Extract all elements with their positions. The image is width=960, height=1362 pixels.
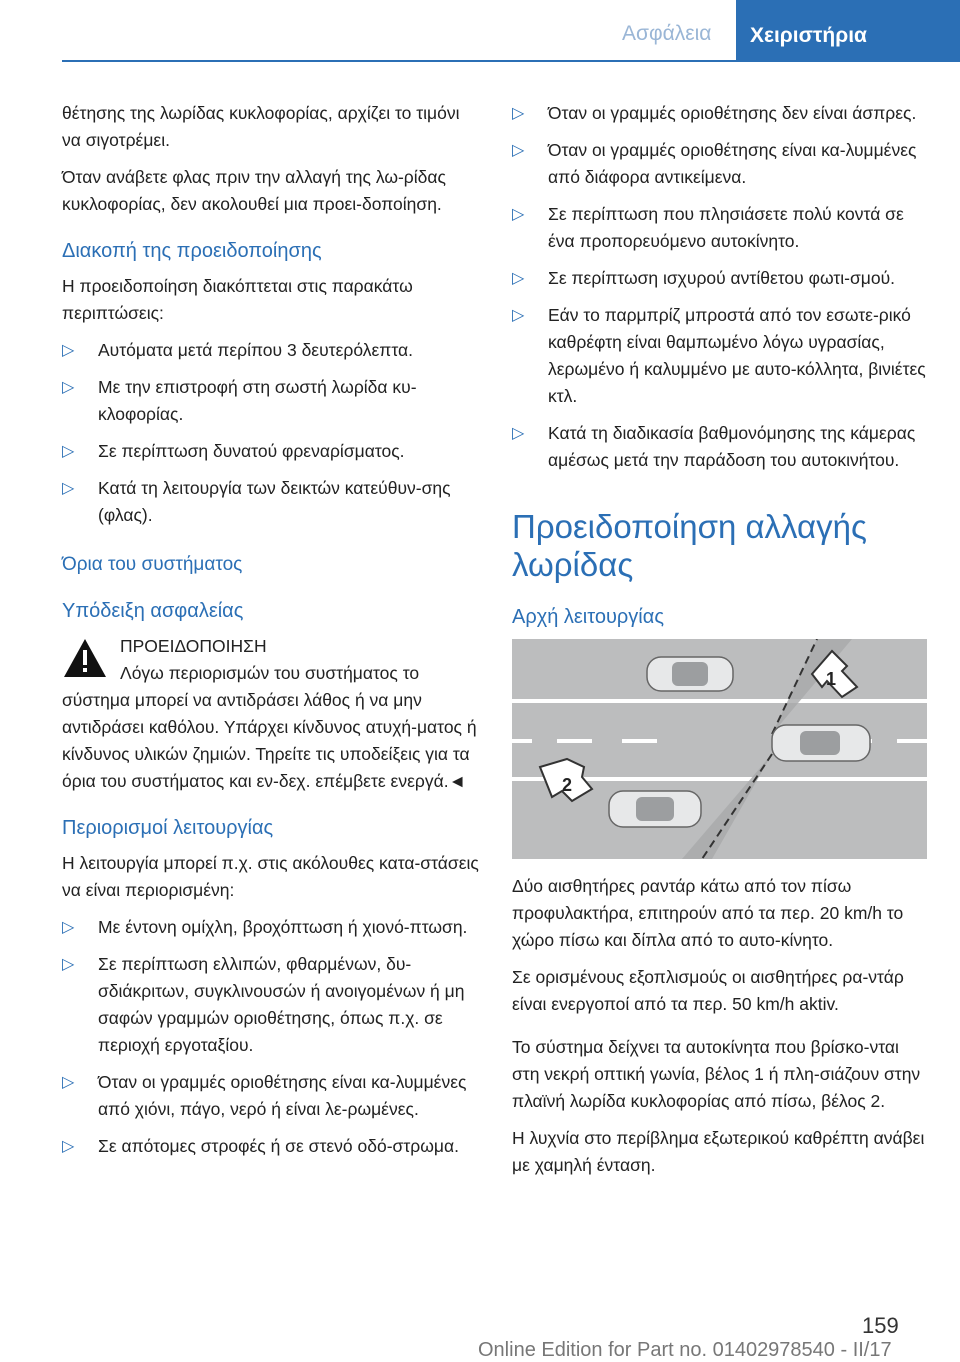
heading-safety-note: Υπόδειξη ασφαλείας: [62, 600, 244, 622]
heading-warning-interrupt: Διακοπή της προειδοποίησης: [62, 240, 322, 262]
car-icon: [609, 791, 701, 827]
list-item: ▷ Όταν οι γραμμές οριοθέτησης είναι κα-λυμμένες από χιόνι, πάγο, νερό ή είναι λε-ρωμένες.: [62, 1069, 482, 1123]
triangle-bullet-icon: ▷: [62, 1074, 75, 1091]
triangle-bullet-icon: ▷: [62, 956, 75, 973]
triangle-bullet-icon: ▷: [62, 443, 75, 460]
edition-note: Online Edition for Part no. 01402978540 - II/17: [478, 1339, 892, 1361]
warning-triangle-icon: [62, 637, 108, 679]
interrupt-list: [62, 337, 482, 529]
triangle-bullet-icon: ▷: [62, 379, 75, 396]
heading-function-limits: Περιορισμοί λειτουργίας: [62, 817, 274, 839]
triangle-bullet-icon: ▷: [512, 425, 525, 442]
arrow-1-label: 1: [826, 669, 837, 689]
header-rule: [62, 60, 960, 62]
triangle-bullet-icon: ▷: [512, 270, 525, 287]
list-item: ▷ Σε απότομες στροφές ή σε στενό οδό-στρωμα.: [62, 1133, 482, 1160]
paragraph: Το σύστημα δείχνει τα αυτοκίνητα που βρίσκο-νται στη νεκρή οπτική γωνία, βέλος 1 ή πλη-σιάζουν στην πλαϊνή λωρίδα κυκλοφορίας από πίσω, βέλος 2.: [512, 1037, 921, 1111]
paragraph: Όταν ανάβετε φλας πριν την αλλαγή της λω-ρίδας κυκλοφορίας, δεν ακολουθεί μια προει-δοποίηση.: [62, 167, 446, 214]
triangle-bullet-icon: ▷: [512, 142, 525, 159]
right-column: [512, 100, 930, 1189]
list-item: ▷ Όταν οι γραμμές οριοθέτησης δεν είναι άσπρες.: [512, 100, 930, 127]
paragraph: Δύο αισθητήρες ραντάρ κάτω από τον πίσω προφυλακτήρα, επιτηρούν από τα περ. 20 km/h το χώρο πίσω και δίπλα από το αυτο-κίνητο.: [512, 876, 904, 950]
page-number: 159: [862, 1313, 899, 1338]
list-item: ▷ Σε περίπτωση που πλησιάσετε πολύ κοντά σε ένα προπορευόμενο αυτοκίνητο.: [512, 201, 930, 255]
heading-system-limits: Όρια του συστήματος: [62, 554, 243, 575]
heading-principle: Αρχή λειτουργίας: [512, 606, 664, 628]
lane-change-illustration: [512, 639, 927, 859]
list-item: ▷ Κατά τη διαδικασία βαθμονόμησης της κάμερας αμέσως μετά την παράδοση του αυτοκινήτου.: [512, 420, 930, 474]
triangle-bullet-icon: ▷: [62, 480, 75, 497]
list-item: ▷ Σε περίπτωση ισχυρού αντίθετου φωτι-σμού.: [512, 265, 930, 292]
triangle-bullet-icon: ▷: [62, 919, 75, 936]
limits-list-continued: [512, 100, 930, 474]
limits-list: [62, 914, 482, 1160]
arrow-2-label: 2: [562, 775, 573, 795]
paragraph: Η λειτουργία μπορεί π.χ. στις ακόλουθες κατα-στάσεις να είναι περιορισμένη:: [62, 853, 479, 900]
road-diagram: [512, 639, 927, 859]
list-item: ▷ Αυτόματα μετά περίπου 3 δευτερόλεπτα.: [62, 337, 482, 364]
triangle-bullet-icon: ▷: [512, 105, 525, 122]
list-item: ▷ Κατά τη λειτουργία των δεικτών κατεύθυν-σης (φλας).: [62, 475, 482, 529]
paragraph: Σε ορισμένους εξοπλισμούς οι αισθητήρες ρα-ντάρ είναι ενεργοποί από τα περ. 50 km/h aktiv.: [512, 967, 904, 1014]
list-item: ▷ Εάν το παρμπρίζ μπροστά από τον εσωτε-ρικό καθρέφτη είναι θαμπωμένο λόγω υγρασίας, λερωμένο ή καλυμμένο με αυτο-κόλλητα, βινιέτες κτλ.: [512, 302, 930, 410]
triangle-bullet-icon: ▷: [62, 342, 75, 359]
left-column: [62, 100, 482, 1170]
triangle-bullet-icon: ▷: [512, 206, 525, 223]
heading-lane-change-warning: Προειδοποίηση αλλαγής λωρίδας: [512, 508, 867, 583]
car-icon: [647, 657, 733, 691]
list-item: ▷ Με έντονη ομίχλη, βροχόπτωση ή χιονό-πτωση.: [62, 914, 482, 941]
list-item: ▷ Σε περίπτωση δυνατού φρεναρίσματος.: [62, 438, 482, 465]
list-item: ▷ Όταν οι γραμμές οριοθέτησης είναι κα-λυμμένες από διάφορα αντικείμενα.: [512, 137, 930, 191]
warning-title: ΠΡΟΕΙΔΟΠΟΙΗΣΗ: [120, 636, 267, 656]
list-item: ▷ Σε περίπτωση ελλιπών, φθαρμένων, δυ-σδιάκριτων, συγκλινουσών ή ανοιγομένων ή μη σαφών γραμμών οριοθέτησης, όπως π.χ. σε περιοχή εργοταξίου.: [62, 951, 482, 1059]
list-item: ▷ Με την επιστροφή στη σωστή λωρίδα κυ-κλοφορίας.: [62, 374, 482, 428]
triangle-bullet-icon: ▷: [62, 1138, 75, 1155]
paragraph: Η λυχνία στο περίβλημα εξωτερικού καθρέπτη ανάβει με χαμηλή ένταση.: [512, 1128, 925, 1175]
triangle-bullet-icon: ▷: [512, 307, 525, 324]
warning-text: Λόγω περιορισμών του συστήματος το σύστημα μπορεί να αντιδράσει λάθος ή να μην αντιδράσει καθόλου. Υπάρχει κίνδυνος ατυχή-ματος ή κίνδυνος υλικών ζημιών. Τηρείτε τις υποδείξεις για τα όρια του συστήματος και εν-δεχ. επέμβετε ενεργά.◄: [62, 663, 477, 791]
paragraph: θέτησης της λωρίδας κυκλοφορίας, αρχίζει το τιμόνι να σιγοτρέμει.: [62, 103, 460, 150]
car-icon: [772, 725, 870, 761]
tab-controls[interactable]: Χειριστήρια: [736, 0, 960, 62]
page-header: [0, 0, 960, 62]
warning-box: [62, 633, 482, 795]
paragraph: Η προειδοποίηση διακόπτεται στις παρακάτω περιπτώσεις:: [62, 276, 413, 323]
tab-safety[interactable]: Ασφάλεια: [622, 22, 712, 45]
